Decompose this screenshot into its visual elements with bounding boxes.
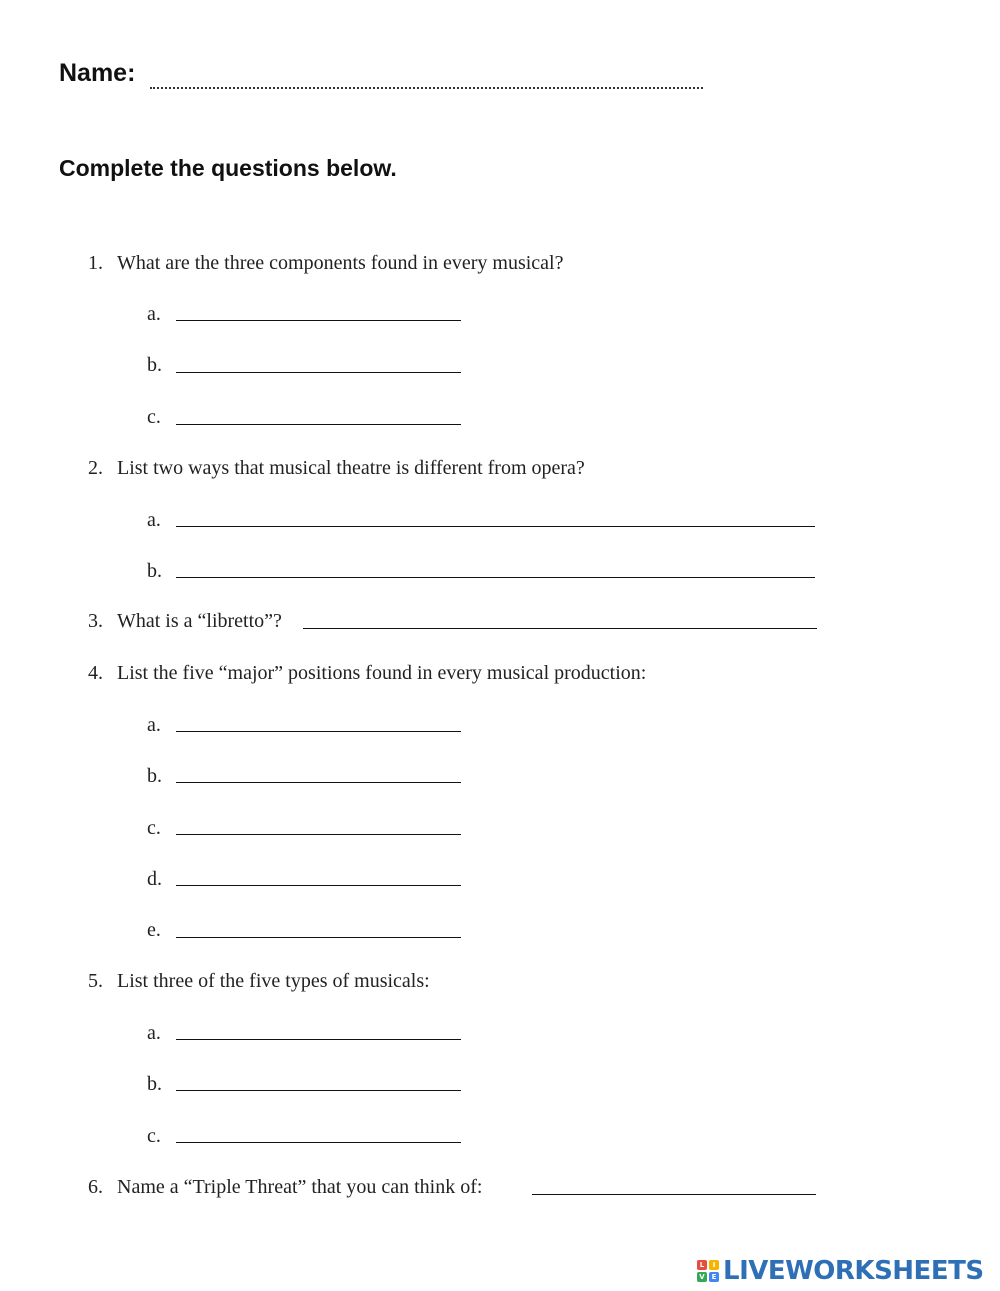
answer-blank[interactable] xyxy=(176,782,461,783)
sub-letter: a. xyxy=(147,1022,161,1044)
sub-letter: b. xyxy=(147,765,162,787)
logo-text: LIVEWORKSHEETS xyxy=(723,1256,984,1286)
sub-letter: e. xyxy=(147,919,161,941)
answer-blank[interactable] xyxy=(176,885,461,886)
sub-letter: b. xyxy=(147,560,162,582)
sub-letter: c. xyxy=(147,817,161,839)
logo-mark-cell: I xyxy=(709,1260,719,1270)
sub-letter: c. xyxy=(147,406,161,428)
logo-mark-icon xyxy=(697,1260,719,1282)
question-number: 6. xyxy=(88,1176,103,1198)
logo-mark-cell: L xyxy=(697,1260,707,1270)
sub-letter: a. xyxy=(147,303,161,325)
answer-blank[interactable] xyxy=(176,937,461,938)
sub-letter: b. xyxy=(147,1073,162,1095)
answer-blank[interactable] xyxy=(176,1090,461,1091)
question-number: 1. xyxy=(88,252,103,274)
sub-letter: a. xyxy=(147,714,161,736)
question-text: List three of the five types of musicals: xyxy=(117,970,430,992)
answer-blank[interactable] xyxy=(176,526,815,527)
answer-blank[interactable] xyxy=(176,731,461,732)
answer-blank[interactable] xyxy=(303,628,817,629)
question-text: What is a “libretto”? xyxy=(117,610,282,632)
question-number: 3. xyxy=(88,610,103,632)
liveworksheets-logo[interactable] xyxy=(697,1254,984,1288)
question-text: List two ways that musical theatre is different from opera? xyxy=(117,457,585,479)
question-number: 4. xyxy=(88,662,103,684)
logo-mark-cell: E xyxy=(709,1272,719,1282)
question-number: 5. xyxy=(88,970,103,992)
answer-blank[interactable] xyxy=(176,834,461,835)
question-number: 2. xyxy=(88,457,103,479)
question-text: List the five “major” positions found in every musical production: xyxy=(117,662,647,684)
sub-letter: d. xyxy=(147,868,162,890)
answer-blank[interactable] xyxy=(176,577,815,578)
sub-letter: c. xyxy=(147,1125,161,1147)
logo-mark-cell: V xyxy=(697,1272,707,1282)
name-input-line[interactable] xyxy=(150,87,703,89)
question-text: What are the three components found in every musical? xyxy=(117,252,564,274)
sub-letter: b. xyxy=(147,354,162,376)
answer-blank[interactable] xyxy=(532,1194,816,1195)
answer-blank[interactable] xyxy=(176,372,461,373)
instructions-heading: Complete the questions below. xyxy=(59,155,397,181)
answer-blank[interactable] xyxy=(176,1142,461,1143)
question-text: Name a “Triple Threat” that you can think of: xyxy=(117,1176,483,1198)
answer-blank[interactable] xyxy=(176,424,461,425)
answer-blank[interactable] xyxy=(176,320,461,321)
sub-letter: a. xyxy=(147,509,161,531)
name-label: Name: xyxy=(59,59,136,87)
answer-blank[interactable] xyxy=(176,1039,461,1040)
